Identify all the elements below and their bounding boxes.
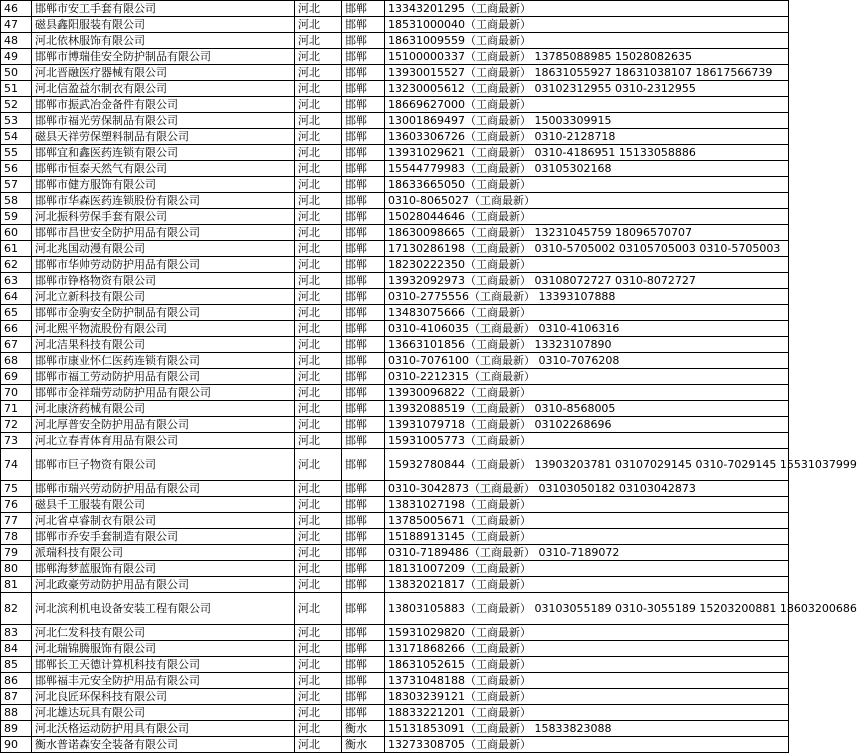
company-name-cell[interactable]: 河北晋融医疗器械有限公司: [32, 65, 295, 81]
phone-numbers-cell[interactable]: 18669627000（工商最新）: [385, 97, 789, 113]
row-number-cell[interactable]: 66: [1, 321, 32, 337]
table-row: [1, 289, 789, 305]
city-cell[interactable]: 邯郸: [342, 385, 385, 401]
province-cell[interactable]: 河北: [295, 337, 342, 353]
row-number-cell[interactable]: 57: [1, 177, 32, 193]
table-row: [1, 17, 789, 33]
company-name-cell[interactable]: 邯郸福丰元安全防护用品有限公司: [32, 673, 295, 689]
row-number-cell[interactable]: 78: [1, 529, 32, 545]
province-cell[interactable]: 河北: [295, 545, 342, 561]
row-number-cell[interactable]: 56: [1, 161, 32, 177]
city-cell[interactable]: 邯郸: [342, 273, 385, 289]
row-number-cell[interactable]: 70: [1, 385, 32, 401]
province-cell[interactable]: 河北: [295, 353, 342, 369]
company-name-cell[interactable]: 邯郸市金祥瑞劳动防护用品有限公司: [32, 385, 295, 401]
company-name-cell[interactable]: 邯郸市华帅劳动防护用品有限公司: [32, 257, 295, 273]
row-number-cell[interactable]: 60: [1, 225, 32, 241]
phone-numbers-cell[interactable]: 18630098665（工商最新） 13231045759 18096570707: [385, 225, 789, 241]
phone-numbers-cell[interactable]: 13230005612（工商最新） 03102312955 0310-2312955: [385, 81, 789, 97]
table-row: [1, 353, 789, 369]
phone-numbers-cell[interactable]: 13932088519（工商最新） 0310-8568005: [385, 401, 789, 417]
table-row: [1, 577, 789, 593]
province-cell[interactable]: 河北: [295, 657, 342, 673]
table-row: [1, 241, 789, 257]
table-row: [1, 337, 789, 353]
table-row: [1, 721, 789, 737]
table-row: [1, 641, 789, 657]
phone-numbers-cell[interactable]: 0310-7076100（工商最新） 0310-7076208: [385, 353, 789, 369]
province-cell[interactable]: 河北: [295, 561, 342, 577]
phone-numbers-cell[interactable]: 18633665050（工商最新）: [385, 177, 789, 193]
phone-numbers-cell[interactable]: 0310-8065027（工商最新）: [385, 193, 789, 209]
phone-numbers-cell[interactable]: 13803105883（工商最新） 03103055189 0310-3055189 15203200881 18603200686: [385, 593, 789, 625]
phone-numbers-cell[interactable]: 15932780844（工商最新） 13903203781 03107029145 0310-7029145 15531037999: [385, 449, 789, 481]
city-cell[interactable]: 邯郸: [342, 401, 385, 417]
province-cell[interactable]: 河北: [295, 65, 342, 81]
phone-numbers-cell[interactable]: 13931079718（工商最新） 03102268696: [385, 417, 789, 433]
city-cell[interactable]: 邯郸: [342, 289, 385, 305]
phone-numbers-cell[interactable]: 13001869497（工商最新） 15003309915: [385, 113, 789, 129]
phone-numbers-cell[interactable]: 15028044646（工商最新）: [385, 209, 789, 225]
phone-numbers-cell[interactable]: 17130286198（工商最新） 0310-5705002 03105705003 0310-5705003: [385, 241, 789, 257]
province-cell[interactable]: 河北: [295, 145, 342, 161]
row-number-cell[interactable]: 68: [1, 353, 32, 369]
table-row: [1, 433, 789, 449]
table-row: [1, 33, 789, 49]
city-cell[interactable]: 邯郸: [342, 193, 385, 209]
city-cell[interactable]: 邯郸: [342, 49, 385, 65]
city-cell[interactable]: 邯郸: [342, 97, 385, 113]
company-name-cell[interactable]: 河北熙平物流股份有限公司: [32, 321, 295, 337]
city-cell[interactable]: 邯郸: [342, 65, 385, 81]
province-cell[interactable]: 河北: [295, 97, 342, 113]
phone-numbers-cell[interactable]: 13731048188（工商最新）: [385, 673, 789, 689]
row-number-cell[interactable]: 46: [1, 1, 32, 17]
row-number-cell[interactable]: 85: [1, 657, 32, 673]
table-row: [1, 97, 789, 113]
row-number-cell[interactable]: 58: [1, 193, 32, 209]
province-cell[interactable]: 河北: [295, 673, 342, 689]
phone-numbers-cell[interactable]: 15931029820（工商最新）: [385, 625, 789, 641]
city-cell[interactable]: 邯郸: [342, 369, 385, 385]
city-cell[interactable]: 邯郸: [342, 433, 385, 449]
city-cell[interactable]: 邯郸: [342, 257, 385, 273]
row-number-cell[interactable]: 61: [1, 241, 32, 257]
phone-numbers-cell[interactable]: 18531000040（工商最新）: [385, 17, 789, 33]
phone-numbers-cell[interactable]: 0310-2775556（工商最新） 13393107888: [385, 289, 789, 305]
row-number-cell[interactable]: 50: [1, 65, 32, 81]
province-cell[interactable]: 河北: [295, 369, 342, 385]
company-name-cell[interactable]: 磁县鑫阳服装有限公司: [32, 17, 295, 33]
company-name-cell[interactable]: 河北政豪劳动防护用品有限公司: [32, 577, 295, 593]
row-number-cell[interactable]: 87: [1, 689, 32, 705]
row-number-cell[interactable]: 65: [1, 305, 32, 321]
phone-numbers-cell[interactable]: 13931029621（工商最新） 0310-4186951 15133058886: [385, 145, 789, 161]
phone-numbers-cell[interactable]: 13832021817（工商最新）: [385, 577, 789, 593]
phone-numbers-cell[interactable]: 13171868266（工商最新）: [385, 641, 789, 657]
phone-numbers-cell[interactable]: 15100000337（工商最新） 13785088985 15028082635: [385, 49, 789, 65]
phone-numbers-cell[interactable]: 0310-3042873（工商最新） 03103050182 03103042873: [385, 481, 789, 497]
province-cell[interactable]: 河北: [295, 81, 342, 97]
table-row: [1, 209, 789, 225]
company-name-cell[interactable]: 河北依林服饰有限公司: [32, 33, 295, 49]
province-cell[interactable]: 河北: [295, 1, 342, 17]
phone-numbers-cell[interactable]: 13932092973（工商最新） 03108072727 0310-8072727: [385, 273, 789, 289]
city-cell[interactable]: 邯郸: [342, 321, 385, 337]
row-number-cell[interactable]: 63: [1, 273, 32, 289]
city-cell[interactable]: 邯郸: [342, 81, 385, 97]
phone-numbers-cell[interactable]: 13930015527（工商最新） 18631055927 18631038107 18617566739: [385, 65, 789, 81]
province-cell[interactable]: 河北: [295, 177, 342, 193]
row-number-cell[interactable]: 72: [1, 417, 32, 433]
province-cell[interactable]: 河北: [295, 513, 342, 529]
company-name-cell[interactable]: 邯郸市金驹安全防护制品有限公司: [32, 305, 295, 321]
row-number-cell[interactable]: 49: [1, 49, 32, 65]
city-cell[interactable]: 邯郸: [342, 481, 385, 497]
table-row: [1, 497, 789, 513]
table-row: [1, 673, 789, 689]
table-row: [1, 145, 789, 161]
province-cell[interactable]: 河北: [295, 689, 342, 705]
city-cell[interactable]: 邯郸: [342, 1, 385, 17]
city-cell[interactable]: 邯郸: [342, 129, 385, 145]
city-cell[interactable]: 邯郸: [342, 417, 385, 433]
company-name-cell[interactable]: 河北沃格运动防护用具有限公司: [32, 721, 295, 737]
city-cell[interactable]: 邯郸: [342, 17, 385, 33]
company-name-cell[interactable]: 邯郸市华森医药连锁股份有限公司: [32, 193, 295, 209]
phone-numbers-cell[interactable]: 18631009559（工商最新）: [385, 33, 789, 49]
province-cell[interactable]: 河北: [295, 257, 342, 273]
row-number-cell[interactable]: 86: [1, 673, 32, 689]
table-row: [1, 321, 789, 337]
city-cell[interactable]: 邯郸: [342, 641, 385, 657]
table-row: [1, 561, 789, 577]
company-name-cell[interactable]: 磁县天祥劳保塑料制品有限公司: [32, 129, 295, 145]
company-name-cell[interactable]: 邯郸市昌世安全防护用品有限公司: [32, 225, 295, 241]
row-number-cell[interactable]: 47: [1, 17, 32, 33]
table-row: [1, 625, 789, 641]
company-name-cell[interactable]: 河北兆国动漫有限公司: [32, 241, 295, 257]
table-row: [1, 705, 789, 721]
company-name-cell[interactable]: 河北立新科技有限公司: [32, 289, 295, 305]
province-cell[interactable]: 河北: [295, 161, 342, 177]
company-name-cell[interactable]: 邯郸市瑞兴劳动防护用品有限公司: [32, 481, 295, 497]
company-name-cell[interactable]: 河北康济药械有限公司: [32, 401, 295, 417]
company-name-cell[interactable]: 河北厚普安全防护用品有限公司: [32, 417, 295, 433]
phone-numbers-cell[interactable]: 18303239121（工商最新）: [385, 689, 789, 705]
province-cell[interactable]: 河北: [295, 49, 342, 65]
company-name-cell[interactable]: 邯郸市福光劳保制品有限公司: [32, 113, 295, 129]
city-cell[interactable]: 邯郸: [342, 33, 385, 49]
table-row: [1, 529, 789, 545]
city-cell[interactable]: 邯郸: [342, 513, 385, 529]
company-name-cell[interactable]: 邯郸市振武冶金备件有限公司: [32, 97, 295, 113]
province-cell[interactable]: 河北: [295, 593, 342, 625]
city-cell[interactable]: 邯郸: [342, 593, 385, 625]
city-cell[interactable]: 衡水: [342, 721, 385, 737]
table-row: [1, 305, 789, 321]
row-number-cell[interactable]: 79: [1, 545, 32, 561]
company-name-cell[interactable]: 邯郸市康业怀仁医药连锁有限公司: [32, 353, 295, 369]
province-cell[interactable]: 河北: [295, 737, 342, 753]
company-name-cell[interactable]: 河北仁发科技有限公司: [32, 625, 295, 641]
province-cell[interactable]: 河北: [295, 721, 342, 737]
city-cell[interactable]: 邯郸: [342, 161, 385, 177]
province-cell[interactable]: 河北: [295, 241, 342, 257]
table-body: [1, 1, 857, 753]
company-name-cell[interactable]: 邯郸海梦蓝服饰有限公司: [32, 561, 295, 577]
province-cell[interactable]: 河北: [295, 289, 342, 305]
city-cell[interactable]: 邯郸: [342, 113, 385, 129]
table-row: [1, 193, 789, 209]
table-row: [1, 65, 789, 81]
row-number-cell[interactable]: 90: [1, 737, 32, 753]
company-name-cell[interactable]: 河北滨利机电设备安装工程有限公司: [32, 593, 295, 625]
province-cell[interactable]: 河北: [295, 193, 342, 209]
city-cell[interactable]: 邯郸: [342, 689, 385, 705]
city-cell[interactable]: 邯郸: [342, 657, 385, 673]
phone-numbers-cell[interactable]: 13483075666（工商最新）: [385, 305, 789, 321]
table-row: [1, 1, 789, 17]
phone-numbers-cell[interactable]: 0310-2212315（工商最新）: [385, 369, 789, 385]
company-name-cell[interactable]: 磁县千工服装有限公司: [32, 497, 295, 513]
table-row: [1, 513, 789, 529]
company-name-cell[interactable]: 河北振科劳保手套有限公司: [32, 209, 295, 225]
row-number-cell[interactable]: 77: [1, 513, 32, 529]
row-number-cell[interactable]: 82: [1, 593, 32, 625]
table-row: [1, 161, 789, 177]
company-name-cell[interactable]: 邯郸市恒泰天然气有限公司: [32, 161, 295, 177]
company-name-cell[interactable]: 邯郸市巨子物资有限公司: [32, 449, 295, 481]
company-name-cell[interactable]: 派瑞科技有限公司: [32, 545, 295, 561]
province-cell[interactable]: 河北: [295, 449, 342, 481]
row-number-cell[interactable]: 69: [1, 369, 32, 385]
phone-numbers-cell[interactable]: 18131007209（工商最新）: [385, 561, 789, 577]
row-number-cell[interactable]: 88: [1, 705, 32, 721]
city-cell[interactable]: 邯郸: [342, 209, 385, 225]
table-row: [1, 737, 789, 753]
company-name-cell[interactable]: 邯郸市铮格物资有限公司: [32, 273, 295, 289]
table-row: [1, 369, 789, 385]
table-row: [1, 81, 789, 97]
row-number-cell[interactable]: 55: [1, 145, 32, 161]
table-row: [1, 401, 789, 417]
province-cell[interactable]: 河北: [295, 209, 342, 225]
phone-numbers-cell[interactable]: 13343201295（工商最新）: [385, 1, 789, 17]
province-cell[interactable]: 河北: [295, 433, 342, 449]
city-cell[interactable]: 邯郸: [342, 337, 385, 353]
province-cell[interactable]: 河北: [295, 577, 342, 593]
city-cell[interactable]: 邯郸: [342, 225, 385, 241]
province-cell[interactable]: 河北: [295, 401, 342, 417]
row-number-cell[interactable]: 51: [1, 81, 32, 97]
company-name-cell[interactable]: 河北雄达玩具有限公司: [32, 705, 295, 721]
phone-numbers-cell[interactable]: 13785005671（工商最新）: [385, 513, 789, 529]
province-cell[interactable]: 河北: [295, 17, 342, 33]
company-name-cell[interactable]: 衡水普诺森安全装备有限公司: [32, 737, 295, 753]
table-row: [1, 657, 789, 673]
city-cell[interactable]: 邯郸: [342, 673, 385, 689]
phone-numbers-cell[interactable]: 13831027198（工商最新）: [385, 497, 789, 513]
phone-numbers-cell[interactable]: 15544779983（工商最新） 03105302168: [385, 161, 789, 177]
province-cell[interactable]: 河北: [295, 305, 342, 321]
province-cell[interactable]: 河北: [295, 385, 342, 401]
city-cell[interactable]: 邯郸: [342, 241, 385, 257]
company-name-cell[interactable]: 河北良匠环保科技有限公司: [32, 689, 295, 705]
table-row: [1, 481, 789, 497]
company-name-cell[interactable]: 邯郸市安工手套有限公司: [32, 1, 295, 17]
row-number-cell[interactable]: 80: [1, 561, 32, 577]
province-cell[interactable]: 河北: [295, 33, 342, 49]
company-name-cell[interactable]: 邯郸市乔安手套制造有限公司: [32, 529, 295, 545]
table-row: [1, 385, 789, 401]
table-row: [1, 129, 789, 145]
province-cell[interactable]: 河北: [295, 497, 342, 513]
city-cell[interactable]: 衡水: [342, 737, 385, 753]
table-row: [1, 689, 789, 705]
row-number-cell[interactable]: 71: [1, 401, 32, 417]
province-cell[interactable]: 河北: [295, 705, 342, 721]
phone-numbers-cell[interactable]: 18833221201（工商最新）: [385, 705, 789, 721]
company-name-cell[interactable]: 邯郸长工天德计算机科技有限公司: [32, 657, 295, 673]
row-number-cell[interactable]: 64: [1, 289, 32, 305]
company-name-cell[interactable]: 邯郸市博瑞佳安全防护制品有限公司: [32, 49, 295, 65]
city-cell[interactable]: 邯郸: [342, 705, 385, 721]
company-name-cell[interactable]: 河北省卓睿制衣有限公司: [32, 513, 295, 529]
province-cell[interactable]: 河北: [295, 417, 342, 433]
row-number-cell[interactable]: 67: [1, 337, 32, 353]
city-cell[interactable]: 邯郸: [342, 449, 385, 481]
province-cell[interactable]: 河北: [295, 481, 342, 497]
table-row: [1, 273, 789, 289]
table-row: [1, 593, 789, 625]
phone-numbers-cell[interactable]: 13930096822（工商最新）: [385, 385, 789, 401]
row-number-cell[interactable]: 89: [1, 721, 32, 737]
city-cell[interactable]: 邯郸: [342, 145, 385, 161]
table-row: [1, 113, 789, 129]
row-number-cell[interactable]: 53: [1, 113, 32, 129]
phone-numbers-cell[interactable]: 0310-7189486（工商最新） 0310-7189072: [385, 545, 789, 561]
table-row: [1, 417, 789, 433]
row-number-cell[interactable]: 73: [1, 433, 32, 449]
city-cell[interactable]: 邯郸: [342, 529, 385, 545]
phone-numbers-cell[interactable]: 13663101856（工商最新） 13323107890: [385, 337, 789, 353]
phone-numbers-cell[interactable]: 18631052615（工商最新）: [385, 657, 789, 673]
phone-numbers-cell[interactable]: 13603306726（工商最新） 0310-2128718: [385, 129, 789, 145]
city-cell[interactable]: 邯郸: [342, 177, 385, 193]
phone-numbers-cell[interactable]: 0310-4106035（工商最新） 0310-4106316: [385, 321, 789, 337]
province-cell[interactable]: 河北: [295, 641, 342, 657]
city-cell[interactable]: 邯郸: [342, 497, 385, 513]
row-number-cell[interactable]: 81: [1, 577, 32, 593]
table-row: [1, 49, 789, 65]
row-number-cell[interactable]: 52: [1, 97, 32, 113]
row-number-cell[interactable]: 75: [1, 481, 32, 497]
province-cell[interactable]: 河北: [295, 129, 342, 145]
row-number-cell[interactable]: 74: [1, 449, 32, 481]
province-cell[interactable]: 河北: [295, 225, 342, 241]
company-name-cell[interactable]: 河北瑞锦腾服饰有限公司: [32, 641, 295, 657]
province-cell[interactable]: 河北: [295, 273, 342, 289]
company-name-cell[interactable]: 邯郸市福工劳动防护用品有限公司: [32, 369, 295, 385]
company-name-cell[interactable]: 河北洁果科技有限公司: [32, 337, 295, 353]
company-name-cell[interactable]: 河北信盈益尔制衣有限公司: [32, 81, 295, 97]
row-number-cell[interactable]: 83: [1, 625, 32, 641]
city-cell[interactable]: 邯郸: [342, 561, 385, 577]
phone-numbers-cell[interactable]: 18230222350（工商最新）: [385, 257, 789, 273]
table-row: [1, 545, 789, 561]
province-cell[interactable]: 河北: [295, 529, 342, 545]
province-cell[interactable]: 河北: [295, 321, 342, 337]
table-row: [1, 225, 789, 241]
phone-numbers-cell[interactable]: 13273308705（工商最新）: [385, 737, 789, 753]
row-number-cell[interactable]: 76: [1, 497, 32, 513]
phone-numbers-cell[interactable]: 15931005773（工商最新）: [385, 433, 789, 449]
city-cell[interactable]: 邯郸: [342, 625, 385, 641]
company-name-cell[interactable]: 河北立春青体育用品有限公司: [32, 433, 295, 449]
phone-numbers-cell[interactable]: 15131853091（工商最新） 15833823088: [385, 721, 789, 737]
table-row: [1, 257, 789, 273]
phone-numbers-cell[interactable]: 15188913145（工商最新）: [385, 529, 789, 545]
row-number-cell[interactable]: 54: [1, 129, 32, 145]
row-number-cell[interactable]: 48: [1, 33, 32, 49]
row-number-cell[interactable]: 84: [1, 641, 32, 657]
province-cell[interactable]: 河北: [295, 113, 342, 129]
city-cell[interactable]: 邯郸: [342, 545, 385, 561]
company-name-cell[interactable]: 邯郸市健方服饰有限公司: [32, 177, 295, 193]
city-cell[interactable]: 邯郸: [342, 577, 385, 593]
company-name-cell[interactable]: 邯郸宜和鑫医药连锁有限公司: [32, 145, 295, 161]
city-cell[interactable]: 邯郸: [342, 353, 385, 369]
province-cell[interactable]: 河北: [295, 625, 342, 641]
city-cell[interactable]: 邯郸: [342, 305, 385, 321]
row-number-cell[interactable]: 59: [1, 209, 32, 225]
table-row: [1, 449, 789, 481]
table-row: [1, 177, 789, 193]
row-number-cell[interactable]: 62: [1, 257, 32, 273]
